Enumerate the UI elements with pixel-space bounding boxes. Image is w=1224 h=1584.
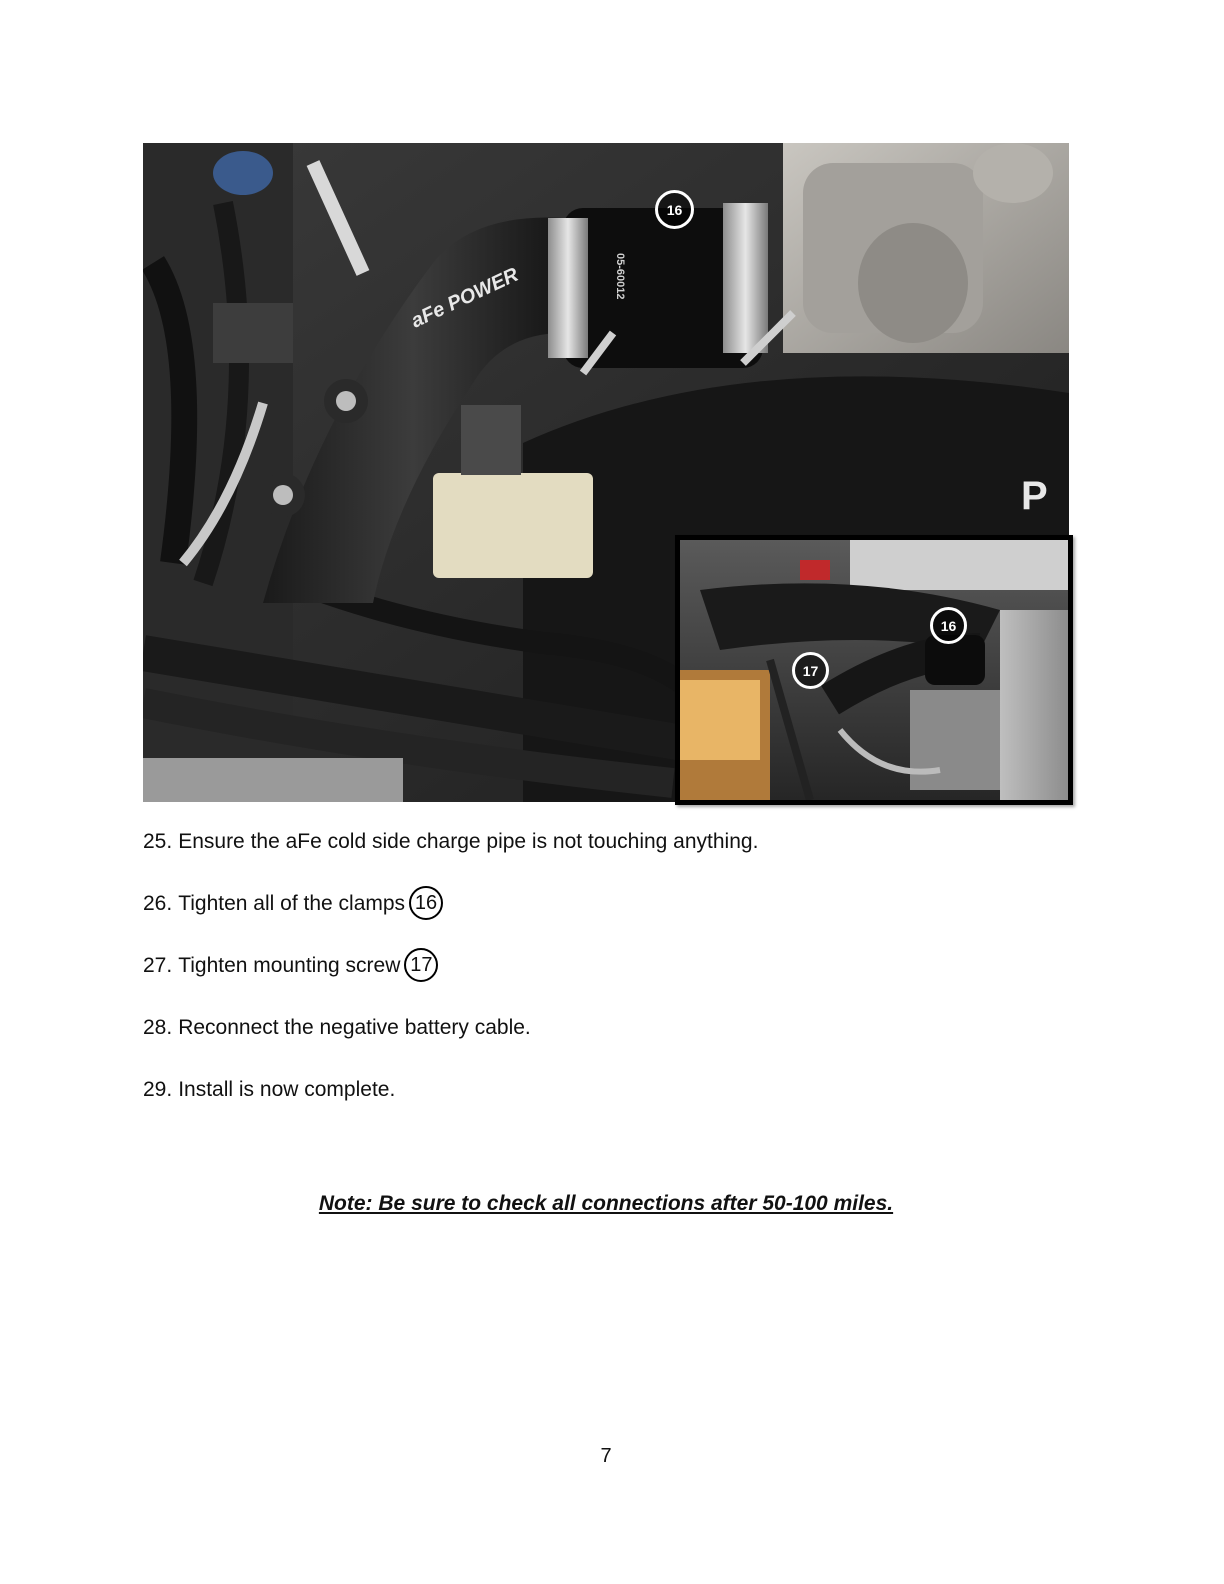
instruction-steps	[143, 828, 1093, 1138]
step-number: 26.	[143, 892, 173, 915]
step-number: 25.	[143, 830, 173, 853]
step-number: 27.	[143, 954, 173, 977]
callout-16-reference: 16	[409, 886, 443, 920]
step-29	[143, 1076, 1093, 1138]
afe-power-logo-text: aFe POWER	[407, 263, 522, 333]
inset-photo	[675, 535, 1073, 805]
maintenance-note: Note: Be sure to check all connections after 50-100 miles.	[318, 1192, 894, 1215]
callout-17-inset: 17	[792, 652, 829, 689]
step-number: 28.	[143, 1016, 173, 1039]
step-number: 29.	[143, 1078, 173, 1101]
callout-16-inset: 16	[930, 607, 967, 644]
step-text: Tighten mounting screw	[178, 954, 401, 977]
step-text: Install is now complete.	[178, 1078, 396, 1101]
step-25	[143, 828, 1093, 890]
step-text: Tighten all of the clamps	[178, 892, 406, 915]
callout-17-reference: 17	[404, 948, 438, 982]
inset-illustration	[680, 540, 1068, 800]
page-number: 7	[600, 1445, 612, 1467]
step-text: Reconnect the negative battery cable.	[178, 1016, 531, 1039]
step-26	[143, 890, 1093, 952]
callout-16-main: 16	[655, 190, 694, 229]
step-28	[143, 1014, 1093, 1076]
step-27	[143, 952, 1093, 1014]
intake-letter: P	[1021, 474, 1048, 518]
step-text: Ensure the aFe cold side charge pipe is not touching anything.	[178, 830, 759, 853]
part-number-label: 05-60012	[614, 253, 626, 300]
